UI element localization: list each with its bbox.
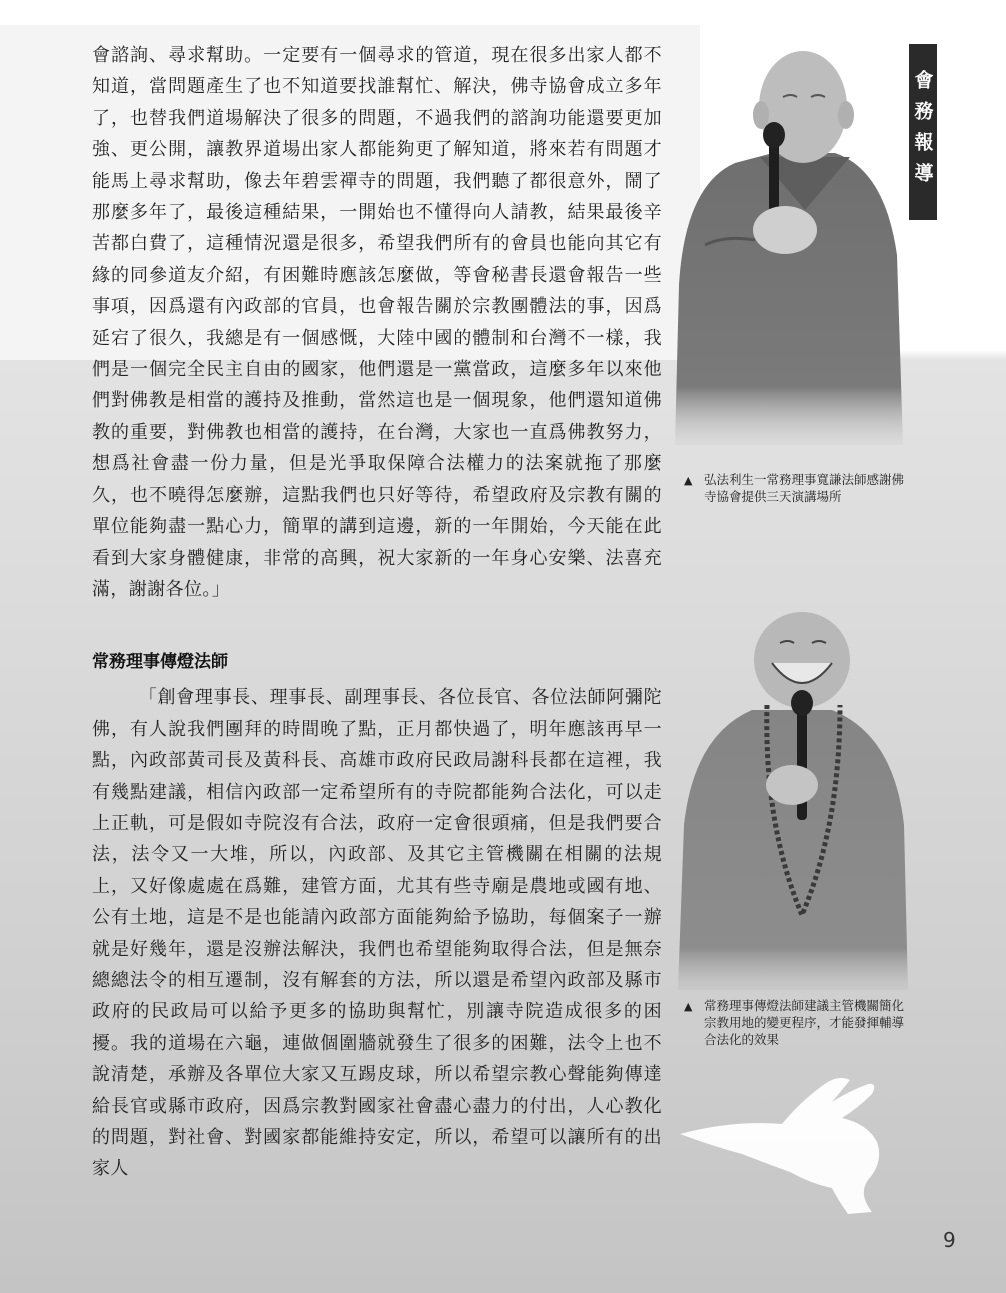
monk-photo-1 bbox=[665, 35, 905, 445]
caption-text-1: 弘法利生一常務理事寬謙法師感謝佛寺協會提供三天演講場所 bbox=[704, 472, 905, 504]
monk-photo-2 bbox=[672, 585, 912, 990]
rabbit-silhouette-icon bbox=[672, 1062, 902, 1222]
article-paragraph-2: 「創會理事長、理事長、副理事長、各位長官、各位法師阿彌陀佛，有人說我們團拜的時間晚了點，正月都快過了，明年應該再早一點，內政部黃司長及黃科長、高雄市政府民政局謝科長都在這裡，我有幾點建議，相信內政部一定希望所有的寺院都能夠合法化，可以走上正軌，可是假如寺院沒有合法，政府一定會很頭痛，但是我們要合法，法令又一大堆，所以，內政部、及其它主管機關在相關的法規上，又好像處處在爲難，建管方面，尤其有些寺廟是農地或國有地、公有土地，這是不是也能請內政部方面能夠給予協助，每個案子一辦就是好幾年，還是沒辦法解決，我們也希望能夠取得合法，但是無奈總總法令的相互遷制，沒有解套的方法，所以還是希望內政部及縣市政府的民政局可以給予更多的協助與幫忙，別讓寺院造成很多的困擾。我的道場在六龜，連做個圍牆就發生了很多的困難，法令上也不說清楚，承辦及各單位大家又互踢皮球，所以希望宗教心聲能夠傳達給長官或縣市政府，因爲宗教對國家社會盡心盡力的付出，人心教化的問題，對社會、對國家都能維持安定，所以，希望可以讓所有的出家人 bbox=[92, 687, 662, 1180]
photo-caption-1 bbox=[684, 471, 914, 505]
caption-text-2: 常務理事傳燈法師建議主管機關簡化宗教用地的變更程序，才能發揮輔導合法化的效果 bbox=[704, 998, 905, 1047]
photo-caption-2 bbox=[684, 997, 916, 1048]
section-heading: 常務理事傳燈法師 bbox=[92, 652, 228, 673]
page-number: 9 bbox=[943, 1228, 956, 1252]
caption-marker-icon: ▲ bbox=[684, 1000, 693, 1013]
section-tab-label: 會務報導 bbox=[911, 70, 934, 194]
article-column bbox=[92, 40, 662, 1185]
article-paragraph-1: 會諮詢、尋求幫助。一定要有一個尋求的管道，現在很多出家人都不知道，當問題產生了也不知道要找誰幫忙、解決，佛寺協會成立多年了，也替我們道場解決了很多的問題，不過我們的諮詢功能還要更加強、更公開，讓教界道場出家人都能夠更了解知道，將來若有問題才能馬上尋求幫助，像去年碧雲禪寺的問題，我們聽了都很意外，鬧了那麼多年了，最後這種結果，一開始也不懂得向人請教，結果最後辛苦都白費了，這種情況還是很多，希望我們所有的會員也能向其它有緣的同參道友介紹，有困難時應該怎麼做，等會秘書長還會報告一些事項，因爲還有內政部的官員，也會報告關於宗教團體法的事，因爲延宕了很久，我總是有一個感慨，大陸中國的體制和台灣不一樣，我們是一個完全民主自由的國家，他們還是一黨當政，這麼多年以來他們對佛教是相當的護持及推動，當然這也是一個現象，他們還知道佛教的重要，對佛教也相當的護持，在台灣，大家也一直爲佛教努力，想爲社會盡一份力量，但是光爭取保障合法權力的法案就拖了那麼久，也不曉得怎麼辦，這點我們也只好等待，希望政府及宗教有關的單位能夠盡一點心力，簡單的講到這邊，新的一年開始，今天能在此看到大家身體健康，非常的高興，祝大家新的一年身心安樂、法喜充滿，謝謝各位。」 bbox=[92, 45, 662, 600]
caption-marker-icon: ▲ bbox=[684, 474, 693, 487]
section-tab bbox=[909, 44, 937, 220]
